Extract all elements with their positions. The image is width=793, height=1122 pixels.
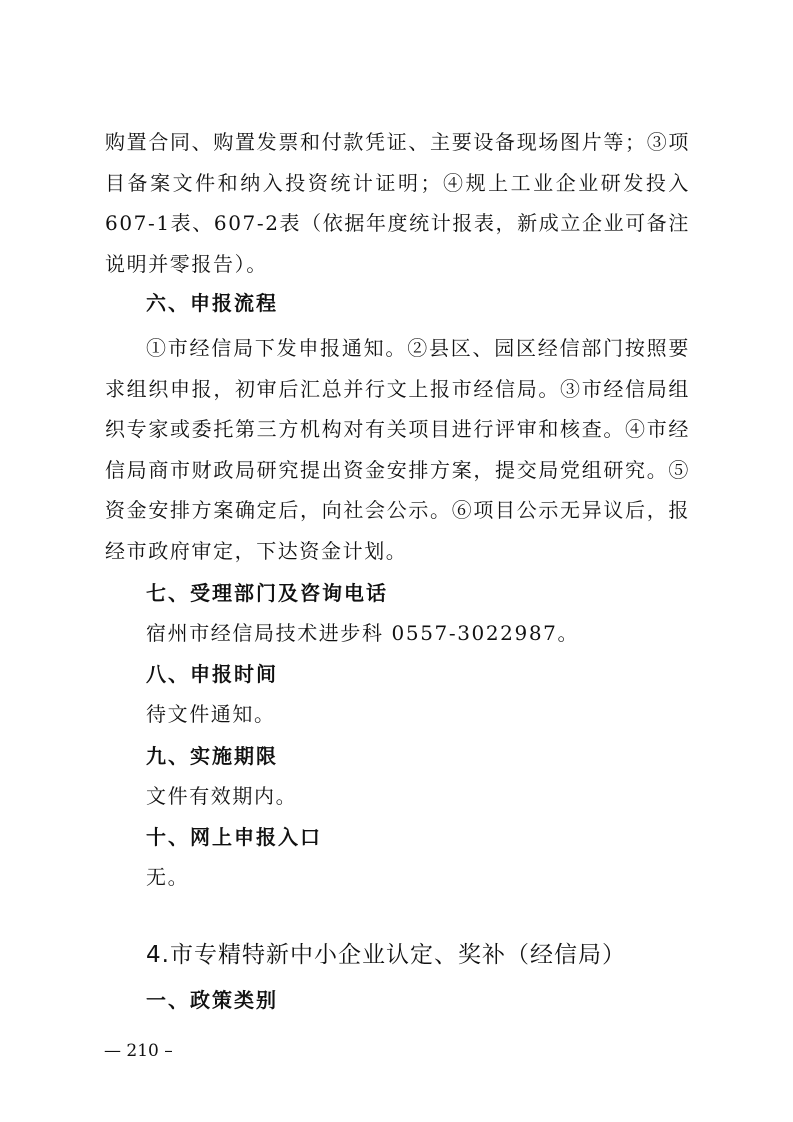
heading-application-time: 八、申报时间 (146, 662, 278, 686)
page-number: — 210 – (104, 1041, 173, 1061)
heading-policy-category: 一、政策类别 (146, 988, 278, 1012)
contact-line: 宿州市经信局技术进步科 0557-3022987。 (146, 621, 580, 645)
online-entry-line: 无。 (146, 865, 190, 889)
paragraph-materials: 购置合同、购置发票和付款凭证、主要设备现场图片等；③项目备案文件和纳入投资统计证明；④规上工业企业研发投入607-1表、607-2表（依据年度统计报表，新成立企业可备注说明并零报告）。 (105, 130, 690, 276)
heading-department-contact: 七、受理部门及咨询电话 (146, 581, 388, 605)
section-title: 4.市专精特新中小企业认定、奖补（经信局） (146, 942, 626, 968)
heading-application-process: 六、申报流程 (146, 291, 278, 315)
heading-online-entry: 十、网上申报入口 (146, 825, 322, 849)
heading-implementation-period: 九、实施期限 (146, 744, 278, 768)
application-time-line: 待文件通知。 (146, 702, 276, 726)
implementation-period-line: 文件有效期内。 (146, 784, 298, 808)
paragraph-process: ①市经信局下发申报通知。②县区、园区经信部门按照要求组织申报，初审后汇总并行文上报市经信局。③市经信局组织专家或委托第三方机构对有关项目进行评审和核查。④市经信局商市财政局研究提出资金安排方案，提交局党组研究。⑤资金安排方案确定后，向社会公示。⑥项目公示无异议后，报经市政府审定，下达资金计划。 (105, 336, 690, 563)
